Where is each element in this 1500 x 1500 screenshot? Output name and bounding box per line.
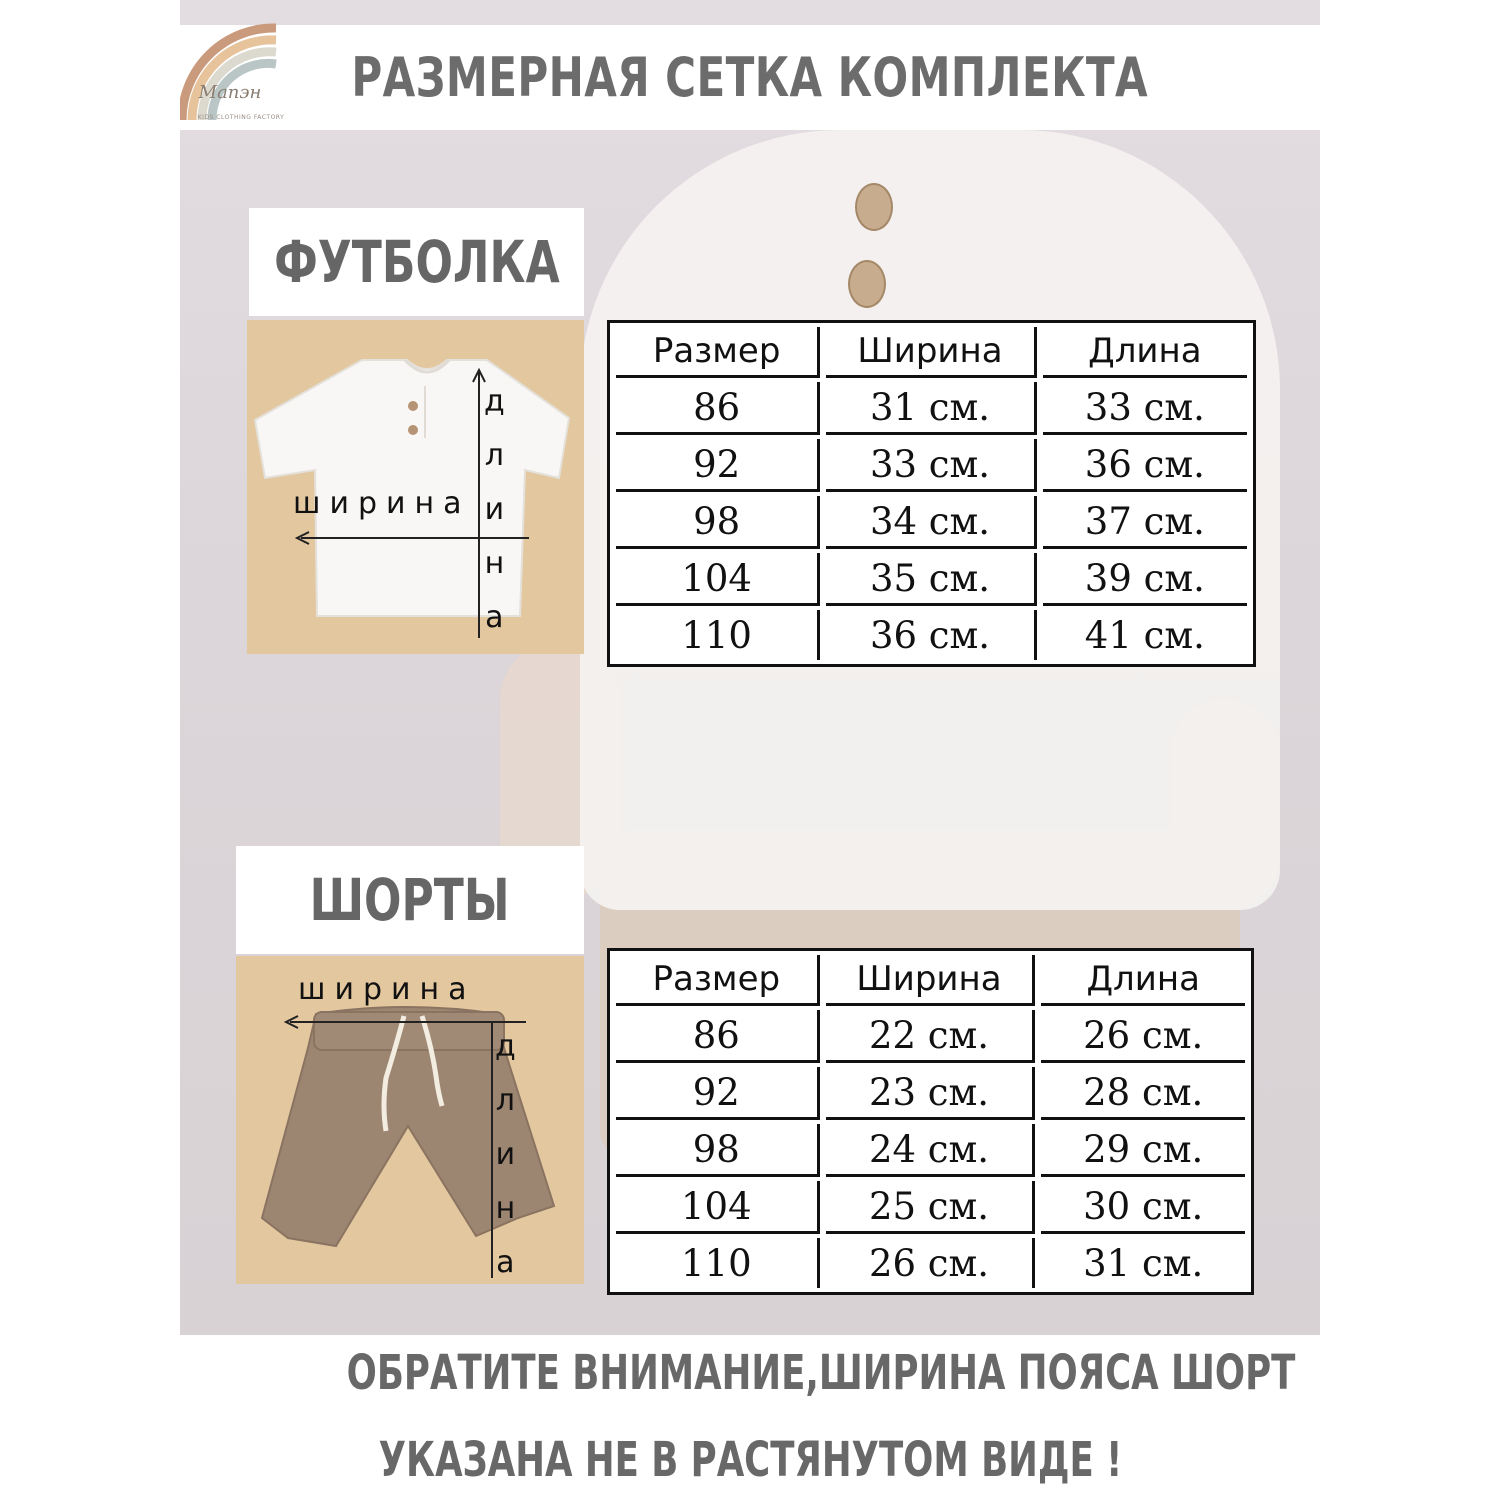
shorts-label: ШОРТЫ	[310, 866, 510, 934]
rainbow-logo-icon	[180, 0, 280, 130]
shorts-width-label: ширина	[298, 972, 476, 1007]
cell-width: 26 см.	[826, 1238, 1036, 1288]
cell-width: 23 см.	[826, 1067, 1036, 1120]
cell-length: 33 см.	[1043, 382, 1247, 435]
header-length: Длина	[1041, 955, 1245, 1006]
cell-size: 92	[616, 1067, 820, 1120]
cell-size: 98	[616, 496, 820, 549]
title-band	[180, 25, 1320, 130]
header-size: Размер	[616, 955, 820, 1006]
cell-width: 34 см.	[826, 496, 1036, 549]
cell-width: 35 см.	[826, 553, 1036, 606]
table-header-row	[616, 955, 1245, 1006]
cell-width: 31 см.	[826, 382, 1036, 435]
cell-length: 31 см.	[1083, 1241, 1204, 1285]
cell-size: 104	[616, 1181, 820, 1234]
tshirt-size-table	[607, 320, 1256, 667]
cell-size: 110	[616, 1238, 820, 1288]
tshirt-length-label: д л и н а	[484, 384, 505, 635]
table-row	[616, 1124, 1245, 1177]
cell-length: 37 см.	[1043, 496, 1247, 549]
cell-length: 41 см.	[1084, 613, 1205, 657]
table-row	[616, 553, 1247, 606]
cell-length: 28 см.	[1041, 1067, 1245, 1120]
header-length: Длина	[1043, 327, 1247, 378]
logo-name: Мапэн	[198, 82, 262, 103]
header-size: Размер	[616, 327, 820, 378]
cell-size: 92	[616, 439, 820, 492]
cell-size: 86	[616, 382, 820, 435]
cell-length: 36 см.	[1043, 439, 1247, 492]
table-row	[616, 1067, 1245, 1120]
table-row	[616, 496, 1247, 549]
table-row	[616, 1238, 1245, 1288]
cell-length: 26 см.	[1041, 1010, 1245, 1063]
cell-length: 39 см.	[1043, 553, 1247, 606]
table-header-row	[616, 327, 1247, 378]
page-title: РАЗМЕРНАЯ СЕТКА КОМПЛЕКТА	[351, 46, 1149, 109]
cell-length: 30 см.	[1041, 1181, 1245, 1234]
table-row	[616, 439, 1247, 492]
cell-width: 24 см.	[826, 1124, 1036, 1177]
shorts-label-box	[236, 846, 584, 954]
table-row	[616, 1010, 1245, 1063]
cell-size: 104	[616, 553, 820, 606]
cell-width: 36 см.	[826, 610, 1036, 660]
table-row	[616, 610, 1247, 660]
cell-size: 98	[616, 1124, 820, 1177]
cell-width: 25 см.	[826, 1181, 1036, 1234]
shorts-size-table	[607, 948, 1254, 1295]
cell-width: 33 см.	[826, 439, 1036, 492]
cell-length: 29 см.	[1041, 1124, 1245, 1177]
table-row	[616, 382, 1247, 435]
cell-size: 110	[616, 610, 820, 660]
logo-subtitle: KIDS CLOTHING FACTORY	[197, 114, 285, 121]
shirt-button	[855, 183, 893, 231]
tshirt-label-box	[249, 208, 584, 316]
header-width: Ширина	[826, 955, 1036, 1006]
header-width: Ширина	[826, 327, 1036, 378]
shirt-button	[848, 260, 886, 308]
shorts-length-label: д л и н а	[495, 1029, 516, 1280]
note-line-1: ОБРАТИТЕ ВНИМАНИЕ,ШИРИНА ПОЯСА ШОРТ	[346, 1345, 1296, 1401]
tshirt-label: ФУТБОЛКА	[273, 228, 560, 296]
table-row	[616, 1181, 1245, 1234]
note-line-2: УКАЗАНА НЕ В РАСТЯНУТОМ ВИДЕ !	[378, 1432, 1122, 1488]
cell-width: 22 см.	[826, 1010, 1036, 1063]
cell-size: 86	[616, 1010, 820, 1063]
tshirt-width-label: ширина	[293, 486, 471, 521]
